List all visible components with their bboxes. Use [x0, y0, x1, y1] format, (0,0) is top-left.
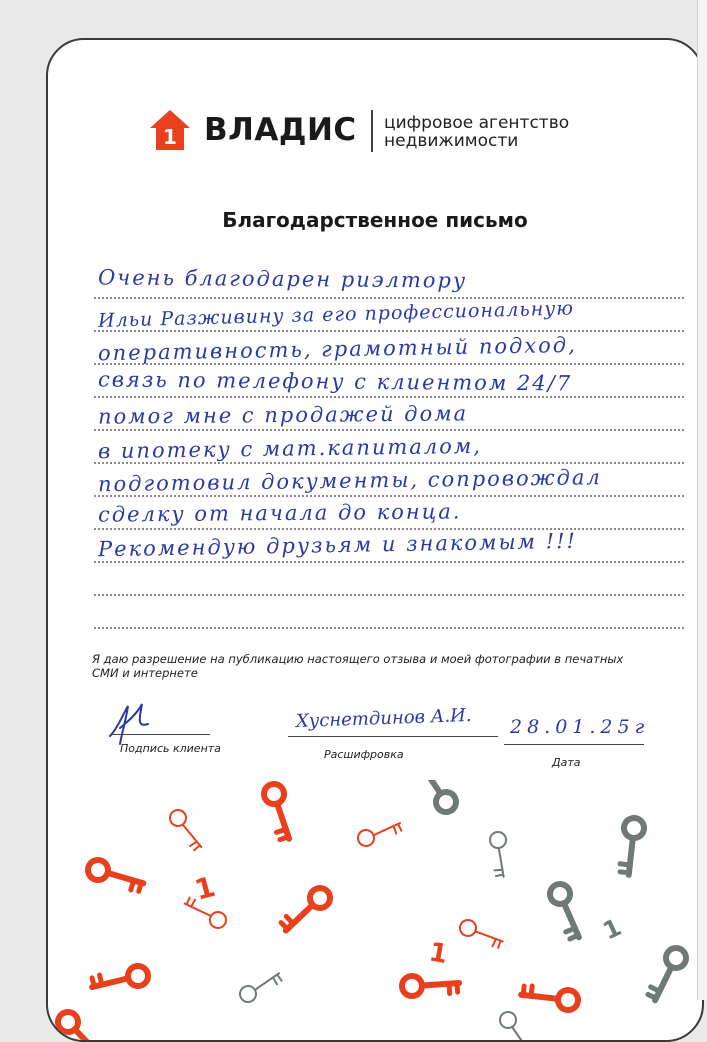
brand-name: ВЛАДИС	[204, 112, 357, 148]
handwritten-line: Рекомендую друзьям и знакомым !!!	[97, 528, 578, 562]
signature-line	[110, 734, 210, 735]
house-logo-icon	[148, 108, 192, 152]
dotted-line	[94, 495, 684, 497]
handwritten-line: Ильи Разживину за его профессиональную	[97, 297, 575, 332]
dotted-line	[94, 594, 684, 596]
dotted-line	[94, 561, 684, 563]
name-label: Расшифровка	[324, 748, 404, 761]
handwritten-line: сделку от начала до конца.	[97, 499, 462, 527]
client-signature	[104, 698, 164, 748]
client-name: Хуснетдинов А.И.	[295, 704, 472, 733]
svg-text:1: 1	[163, 125, 177, 149]
letter-title: Благодарственное письмо	[222, 208, 528, 232]
tagline-line-2: недвижимости	[384, 131, 519, 151]
dotted-line	[94, 429, 684, 431]
name-line	[288, 736, 498, 737]
page-edge	[697, 0, 707, 1000]
logo-divider	[371, 110, 373, 152]
signature-label: Подпись клиента	[120, 742, 221, 755]
brand-tagline	[384, 114, 569, 150]
handwritten-line: связь по телефону с клиентом 24/7	[97, 367, 573, 396]
dotted-line	[94, 396, 684, 398]
svg-text:1: 1	[191, 869, 219, 907]
date-value: 28.01.25г	[510, 716, 650, 738]
handwritten-line: Очень благодарен риэлтору	[97, 265, 468, 293]
svg-text:1: 1	[426, 937, 450, 971]
date-line	[504, 744, 644, 745]
handwritten-line: подготовил документы, сопровождал	[97, 465, 602, 497]
svg-text:1: 1	[598, 913, 626, 946]
letter-sheet	[46, 38, 704, 1042]
dotted-line	[94, 627, 684, 629]
publication-consent: Я даю разрешение на публикацию настоящего отзыва и моей фотографии в печатных СМИ и интернете	[92, 652, 624, 680]
dotted-line	[94, 462, 684, 464]
handwritten-line: оперативность, грамотный подход,	[97, 332, 577, 366]
tagline-line-1: цифровое агентство	[384, 113, 570, 133]
handwritten-line: помог мне с продажей дома	[97, 401, 469, 429]
decorative-keys	[48, 780, 702, 1042]
company-logo	[148, 106, 608, 166]
date-label: Дата	[552, 756, 581, 769]
handwritten-line: в ипотеку с мат.капиталом,	[97, 433, 483, 464]
